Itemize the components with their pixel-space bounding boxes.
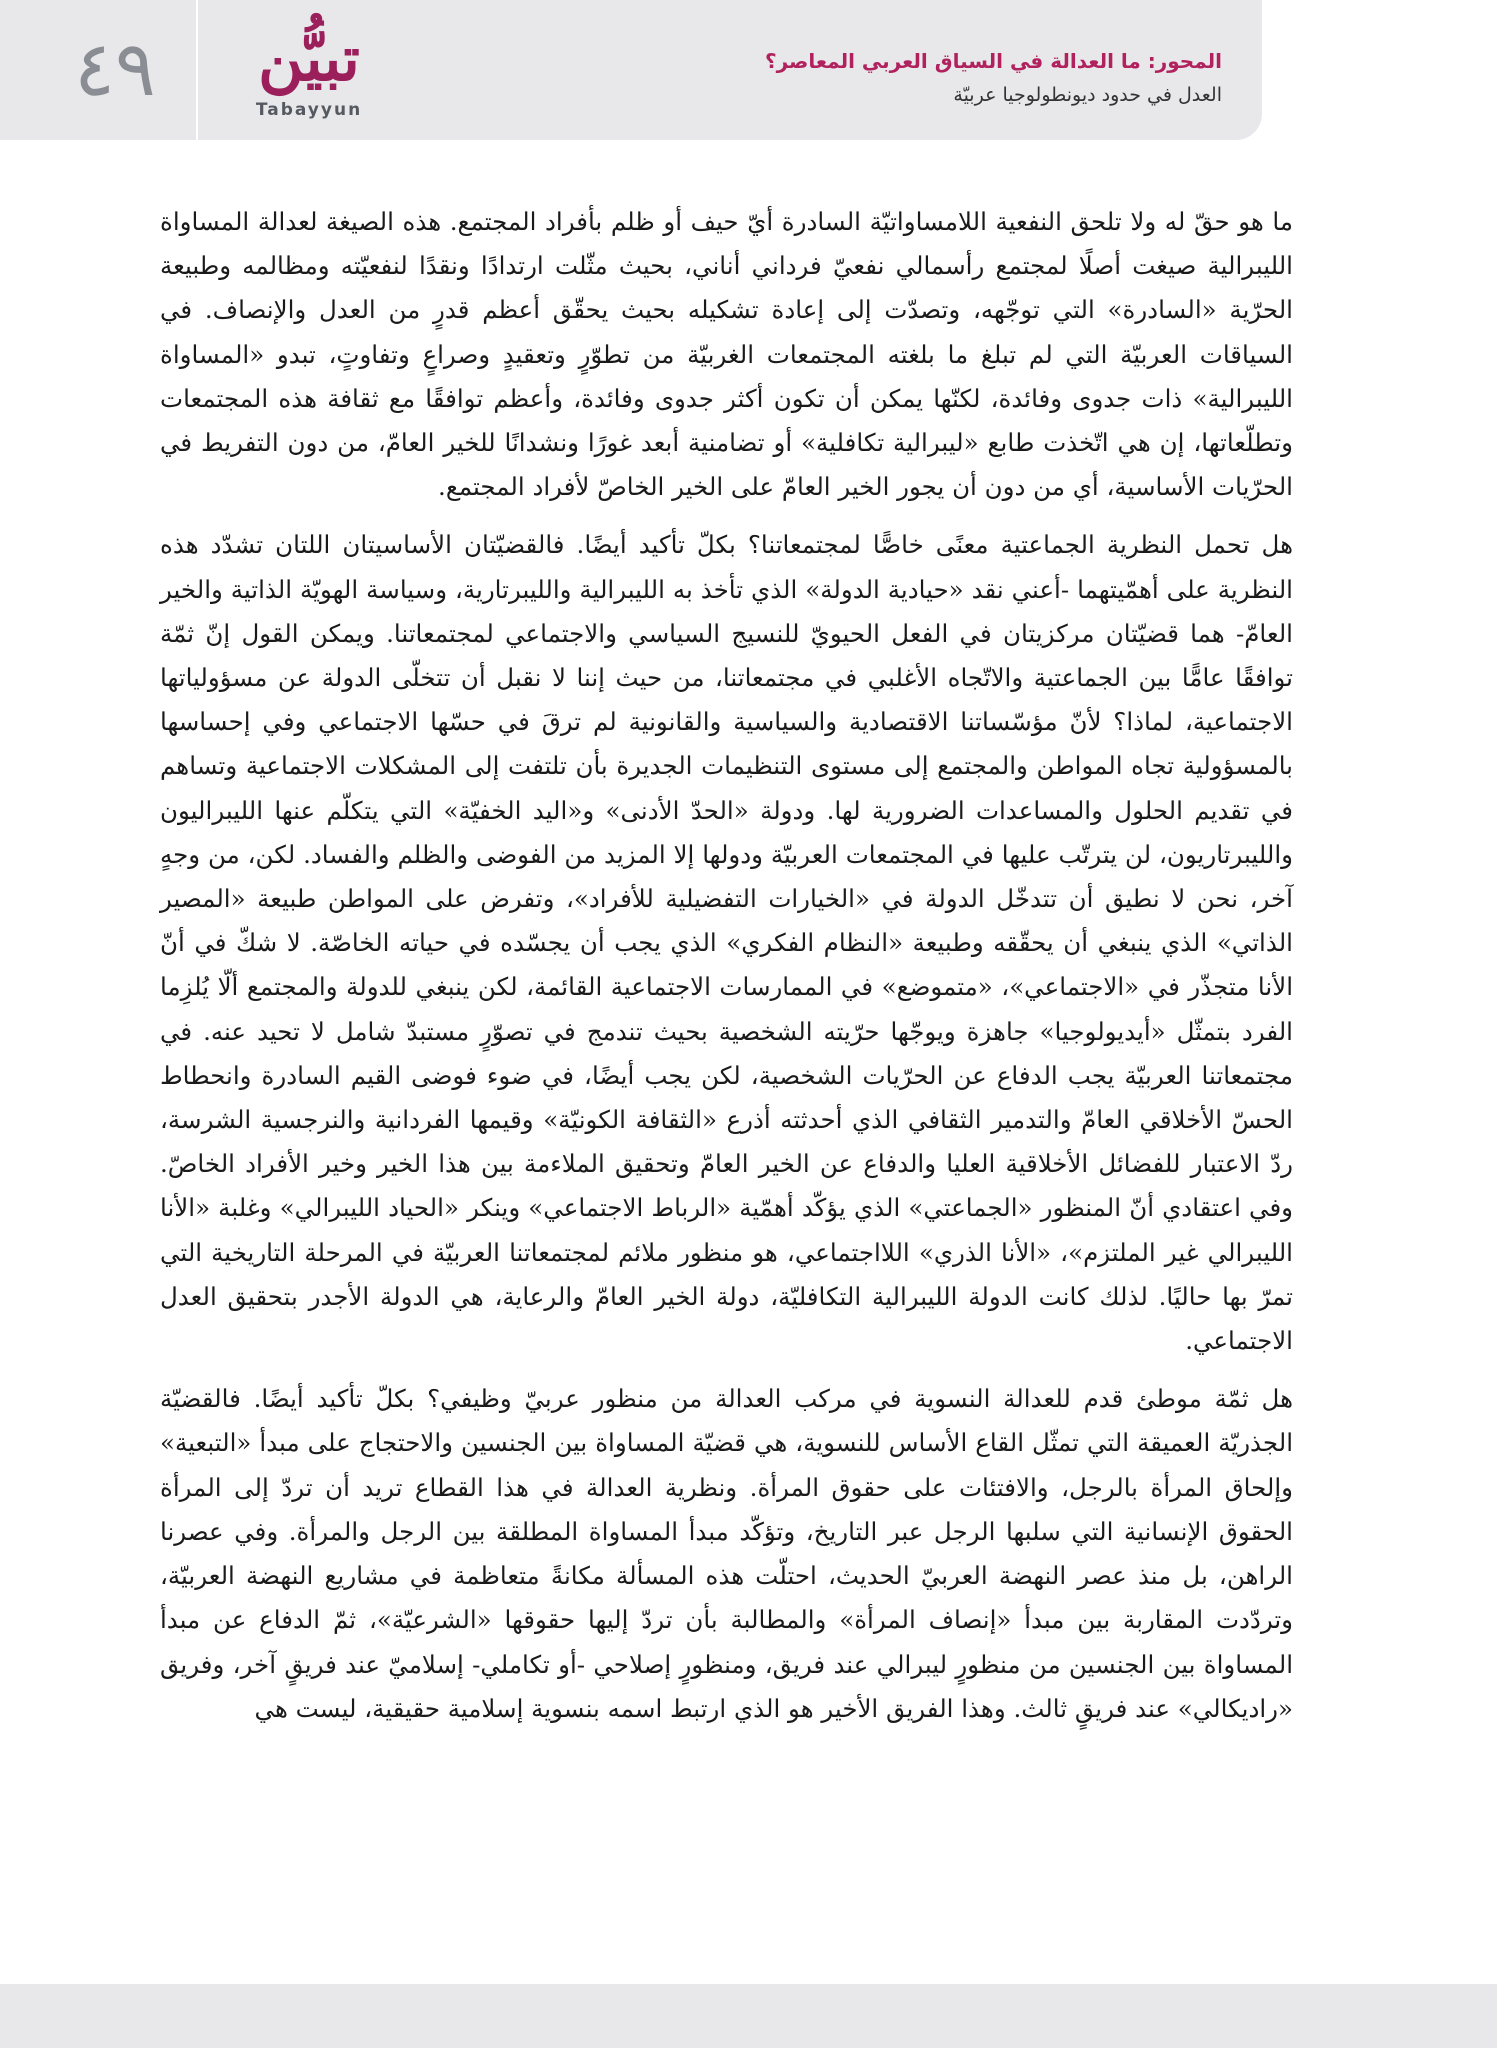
journal-logo xyxy=(214,20,404,130)
footer-band xyxy=(0,1984,1497,2048)
paragraph-1: ما هو حقّ له ولا تلحق النفعية اللامساواتيّة السادرة أيّ حيف أو ظلم بأفراد المجتمع. هذه الصيغة لعدالة المساواة الليبرالية صيغت أصلًا لمجتمع رأسمالي نفعيّ فرداني أناني، بحيث مثّلت ارتدادًا ونقدًا لنفعيّته ومظالمه وطبيعة الحرّية «السادرة» التي توجّهه، وتصدّت إلى إعادة تشكيله بحيث يحقّق أعظم قدرٍ من العدل والإنصاف. في السياقات العربيّة التي لم تبلغ ما بلغته المجتمعات الغربيّة من تطوّرٍ وتعقيدٍ وصراعٍ وتفاوتٍ، تبدو «المساواة الليبرالية» ذات جدوى وفائدة، لكنّها يمكن أن تكون أكثر جدوى وفائدة، وأعظم توافقًا مع ثقافة هذه المجتمعات وتطلّعاتها، إن هي اتّخذت طابع «ليبرالية تكافلية» أو تضامنية أبعد غورًا ونشدانًا للخير العامّ، من دون التفريط في الحرّيات الأساسية، أي من دون أن يجور الخير العامّ على الخير الخاصّ لأفراد المجتمع. xyxy=(160,207,1293,502)
paragraph-2: هل تحمل النظرية الجماعتية معنًى خاصًّا لمجتمعاتنا؟ بكلّ تأكيد أيضًا. فالقضيّتان الأساسيتان اللتان تشدّد هذه النظرية على أهمّيتهما -أعني نقد «حيادية الدولة» الذي تأخذ به الليبرالية والليبرتارية، وسياسة الهويّة الذاتية والخير العامّ- هما قضيّتان مركزيتان في الفعل الحيويّ للنسيج السياسي والاجتماعي لمجتمعاتنا. ويمكن القول إنّ ثمّة توافقًا عامًّا بين الجماعتية والاتّجاه الأغلبي في مجتمعاتنا، من حيث إننا لا نقبل أن تتخلّى الدولة عن مسؤولياتها الاجتماعية، لماذا؟ لأنّ مؤسّساتنا الاقتصادية والسياسية والقانونية لم ترقَ في حسّها الاجتماعي وفي إحساسها بالمسؤولية تجاه المواطن والمجتمع إلى مستوى التنظيمات الجديرة بأن تلتفت إلى المشكلات الاجتماعية وتساهم في تقديم الحلول والمساعدات الضرورية لها. ودولة «الحدّ الأدنى» و«اليد الخفيّة» التي يتكلّم عنها الليبراليون والليبرتاريون، لن يترتّب عليها في المجتمعات العربيّة ودولها إلا المزيد من الفوضى والظلم والفساد. لكن، من وجهٍ آخر، نحن لا نطيق أن تتدخّل الدولة في «الخيارات التفضيلية للأفراد»، وتفرض على المواطن طبيعة «المصير الذاتي» الذي ينبغي أن يحقّقه وطبيعة «النظام الفكري» الذي يجب أن يجسّده في حياته الخاصّة. لا شكّ في أنّ الأنا متجذّر في «الاجتماعي»، «متموضع» في الممارسات الاجتماعية القائمة، لكن ينبغي للدولة والمجتمع ألّا يُلزِما الفرد بتمثّل «أيديولوجيا» جاهزة ويوجّها حرّيته الشخصية بحيث تندمج في تصوّرٍ مستبدّ شامل لا تحيد عنه. في مجتمعاتنا العربيّة يجب الدفاع عن الحرّيات الشخصية، لكن يجب أيضًا، في ضوء فوضى القيم السادرة وانحطاط الحسّ الأخلاقي العامّ والتدمير الثقافي الذي أحدثته أذرع «الثقافة الكونيّة» وقيمها الفردانية والنرجسية الشرسة، ردّ الاعتبار للفضائل الأخلاقية العليا والدفاع عن الخير العامّ وتحقيق الملاءمة بين هذا الخير وخير الأفراد الخاصّ. وفي اعتقادي أنّ المنظور «الجماعتي» الذي يؤكّد أهمّية «الرباط الاجتماعي» وينكر «الحياد الليبرالي» وغلبة «الأنا الليبرالي غير الملتزم»، «الأنا الذري» اللااجتماعي، هو منظور ملائم لمجتمعاتنا العربيّة في المرحلة التاريخية التي تمرّ بها حاليًا. لذلك كانت الدولة الليبرالية التكافليّة، دولة الخير العامّ والرعاية، هي الدولة الأجدر بتحقيق العدل الاجتماعي. xyxy=(160,530,1293,1356)
header-divider xyxy=(196,0,198,140)
page-number: ٤٩ xyxy=(74,24,156,113)
article-title: العدل في حدود ديونطولوجيا عربيّة xyxy=(953,84,1222,106)
logo-arabic-text: تبيُّن xyxy=(258,22,360,95)
logo-latin-text: Tabayyun xyxy=(255,100,363,120)
running-header xyxy=(760,44,1222,124)
paragraph-3: هل ثمّة موطئ قدم للعدالة النسوية في مركب العدالة من منظور عربيّ وظيفي؟ بكلّ تأكيد أيضًا. فالقضيّة الجذريّة العميقة التي تمثّل القاع الأساس للنسوية، هي قضيّة المساواة بين الجنسين والاحتجاج على مبدأ «التبعية» وإلحاق المرأة بالرجل، والافتئات على حقوق المرأة. ونظرية العدالة في هذا القطاع تريد أن تردّ إلى المرأة الحقوق الإنسانية التي سلبها الرجل عبر التاريخ، وتؤكّد مبدأ المساواة المطلقة بين الرجل والمرأة. وفي عصرنا الراهن، بل منذ عصر النهضة العربيّ الحديث، احتلّت هذه المسألة مكانةً متعاظمة في مشاريع النهضة العربيّة، وتردّدت المقاربة بين مبدأ «إنصاف المرأة» والمطالبة بأن تردّ إليها حقوقها «الشرعيّة»، ثمّ الدفاع عن مبدأ المساواة بين الجنسين من منظورٍ ليبرالي عند فريق، ومنظورٍ إصلاحي -أو تكاملي- إسلاميّ عند فريقٍ آخر، وفريق «راديكالي» عند فريقٍ ثالث. وهذا الفريق الأخير هو الذي ارتبط اسمه بنسوية إسلامية حقيقية، ليست هي xyxy=(160,1384,1293,1723)
axis-title: المحور: ما العدالة في السياق العربي المعاصر؟ xyxy=(765,49,1222,73)
article-body xyxy=(160,200,1293,1900)
